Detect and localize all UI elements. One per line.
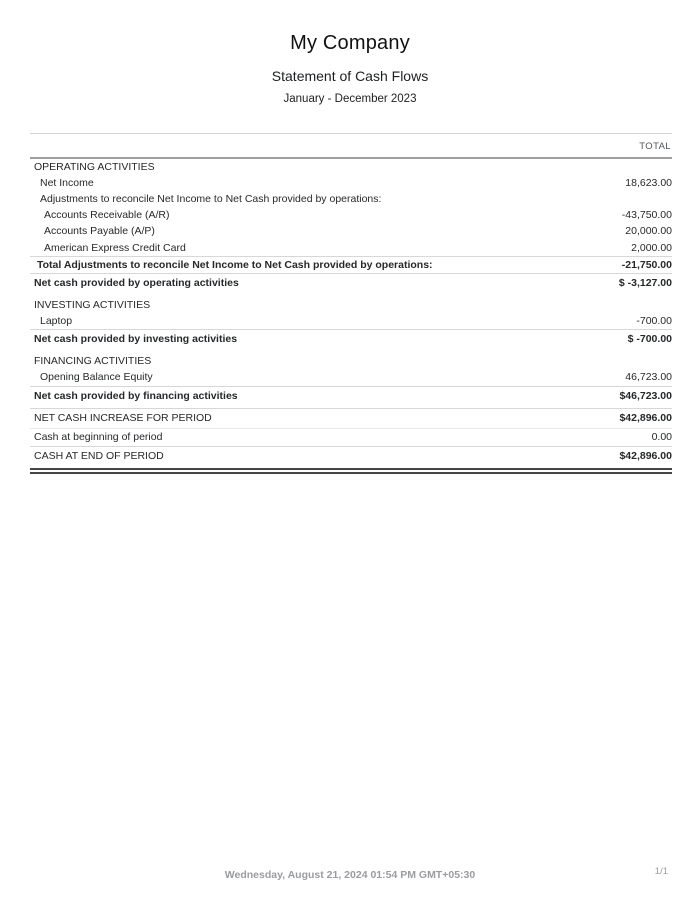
row-investing-activities-section bbox=[30, 294, 672, 314]
row-laptop bbox=[30, 313, 672, 329]
row-net-cash-investing bbox=[30, 329, 672, 349]
row-label: Cash at beginning of period bbox=[34, 431, 163, 444]
document-header bbox=[0, 0, 700, 105]
row-value: $ -3,127.00 bbox=[618, 277, 672, 290]
page-number: 1/1 bbox=[654, 866, 668, 877]
row-accounts-payable bbox=[30, 224, 672, 240]
row-accounts-receivable bbox=[30, 208, 672, 224]
row-financing-activities-section bbox=[30, 350, 672, 370]
row-value: -21,750.00 bbox=[621, 258, 672, 271]
company-name: My Company bbox=[290, 32, 410, 54]
row-net-cash-financing bbox=[30, 386, 672, 406]
table-header-row bbox=[30, 133, 672, 159]
cash-flow-table bbox=[30, 133, 672, 474]
row-amex-credit-card bbox=[30, 240, 672, 256]
report-generated-timestamp: Wednesday, August 21, 2024 01:54 PM GMT+05:30 bbox=[224, 869, 476, 881]
row-label: Opening Balance Equity bbox=[40, 371, 153, 384]
row-opening-balance-equity bbox=[30, 369, 672, 385]
row-cash-at-end bbox=[30, 446, 672, 466]
row-operating-activities-section bbox=[30, 159, 672, 175]
row-value: $ -700.00 bbox=[627, 333, 672, 346]
report-title: Statement of Cash Flows bbox=[271, 68, 429, 84]
row-label: FINANCING ACTIVITIES bbox=[34, 354, 152, 367]
row-value: 46,723.00 bbox=[625, 371, 672, 384]
row-value: $46,723.00 bbox=[619, 389, 672, 402]
row-value: 20,000.00 bbox=[625, 225, 672, 238]
row-label: Accounts Payable (A/P) bbox=[44, 225, 155, 238]
row-adjustments-heading bbox=[30, 191, 672, 207]
row-value: $42,896.00 bbox=[619, 412, 672, 425]
row-label: Laptop bbox=[40, 314, 73, 327]
row-label: Adjustments to reconcile Net Income to Net Cash provided by operations: bbox=[40, 192, 382, 205]
row-label: INVESTING ACTIVITIES bbox=[34, 298, 151, 311]
row-label: Net cash provided by investing activities bbox=[34, 333, 238, 346]
row-label: American Express Credit Card bbox=[44, 241, 186, 254]
row-label: Net cash provided by operating activities bbox=[34, 277, 239, 290]
total-column-header: TOTAL bbox=[639, 141, 671, 152]
row-label: CASH AT END OF PERIOD bbox=[34, 449, 164, 462]
row-label: Total Adjustments to reconcile Net Income to Net Cash provided by operations: bbox=[37, 258, 433, 271]
row-value: -700.00 bbox=[636, 314, 672, 327]
row-label: OPERATING ACTIVITIES bbox=[34, 160, 155, 173]
report-period: January - December 2023 bbox=[283, 93, 417, 105]
row-value: $42,896.00 bbox=[619, 449, 672, 462]
row-label: NET CASH INCREASE FOR PERIOD bbox=[34, 412, 212, 425]
row-total-adjustments bbox=[30, 256, 672, 273]
row-net-cash-operating bbox=[30, 273, 672, 293]
row-net-income bbox=[30, 175, 672, 191]
row-value: -43,750.00 bbox=[621, 209, 672, 222]
row-value: 0.00 bbox=[651, 431, 672, 444]
row-label: Net cash provided by financing activities bbox=[34, 389, 238, 402]
table-end-double-rule bbox=[30, 468, 672, 474]
row-value: 18,623.00 bbox=[625, 176, 672, 189]
page-footer bbox=[0, 866, 700, 888]
row-label: Accounts Receivable (A/R) bbox=[44, 209, 170, 222]
row-net-cash-increase bbox=[30, 408, 672, 428]
row-cash-at-beginning bbox=[30, 428, 672, 445]
row-label: Net Income bbox=[40, 176, 94, 189]
row-value: 2,000.00 bbox=[631, 241, 672, 254]
